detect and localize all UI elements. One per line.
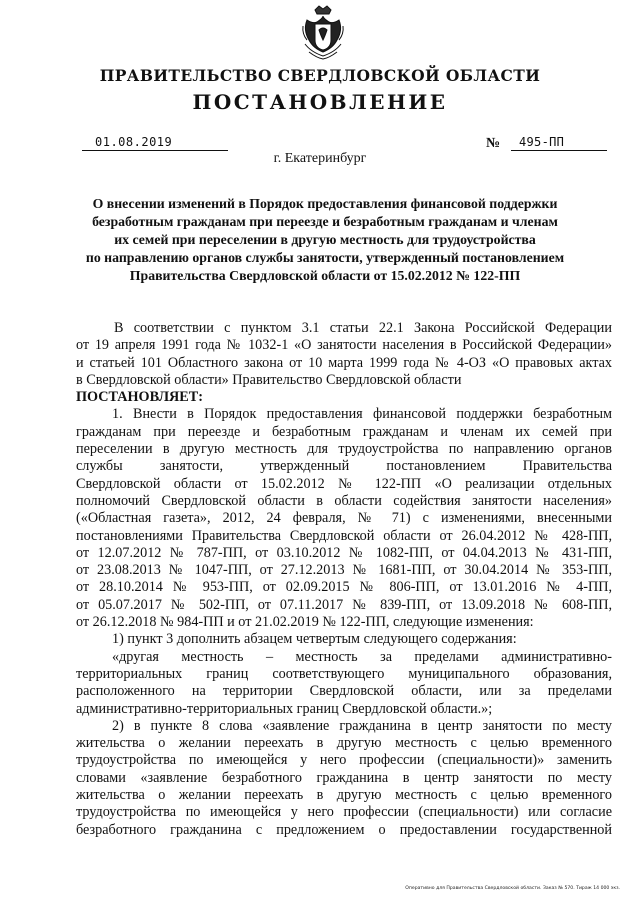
body-line: словами «заявление безработного гражданина в центр занятости по месту	[76, 769, 612, 786]
body-line: жительства о желании переехать в другую местность с целью временного	[76, 735, 612, 752]
body-line: жительства о желании переехать в другую местность с целью временного	[76, 787, 612, 804]
title-line: Правительства Свердловской области от 15.02.2012 № 122-ПП	[129, 268, 521, 283]
body-line: от 28.10.2014 № 953-ПП, от 02.09.2015 № 806-ПП, от 13.01.2016 № 4-ПП,	[76, 579, 612, 596]
organization-name: ПРАВИТЕЛЬСТВО СВЕРДЛОВСКОЙ ОБЛАСТИ	[99, 66, 541, 85]
body-line: территориальных границ соответствующего муниципального образования,	[76, 665, 612, 682]
coat-of-arms-emblem	[301, 4, 345, 62]
body-line: постановлениями Правительства Свердловской области от 26.04.2012 № 428-ПП,	[76, 527, 612, 544]
body-line: 1) пункт 3 дополнить абзацем четвертым следующего содержания:	[112, 631, 517, 648]
body-line: и статьей 101 Областного закона от 10 марта 1999 года № 4-ОЗ «О правовых актах	[76, 354, 612, 371]
title-line: безработным гражданам при переезде и безработным гражданам и членам	[92, 214, 558, 229]
title-line: их семей при переселении в другую местность для трудоустройства	[114, 232, 536, 247]
body-line: расположенного на территории Свердловской области, или за пределами	[76, 683, 612, 700]
body-line: от 05.07.2017 № 502-ПП, от 07.11.2017 № 839-ПП, от 13.09.2018 № 608-ПП,	[76, 596, 612, 613]
body-line: от 23.08.2013 № 1047-ПП, от 27.12.2013 № 1681-ПП, от 30.04.2014 № 353-ПП,	[76, 562, 612, 579]
body-line: 1. Внести в Порядок предоставления финансовой поддержки безработным	[112, 406, 612, 423]
body-line: В соответствии с пунктом 3.1 статьи 22.1 Закона Российской Федерации	[114, 320, 612, 336]
body-line: в Свердловской области» Правительство Свердловской области	[76, 371, 462, 388]
body-line: («Областная газета», 2012, 24 февраля, № 71) с изменениями, внесенными	[76, 510, 612, 527]
resolution-keyword: ПОСТАНОВЛЯЕТ:	[76, 389, 203, 406]
body-line: от 19 апреля 1991 года № 1032-1 «О занятости населения в Российской Федерации»	[76, 337, 612, 354]
title-line: О внесении изменений в Порядок предоставления финансовой поддержки	[92, 196, 558, 211]
title-line: по направлению органов службы занятости, утвержденный постановлением	[85, 250, 565, 265]
body-line: «другая местность – местность за пределами административно-	[112, 648, 612, 665]
body-line: трудоустройства по имеющейся у него профессии (специальности) или согласие	[76, 804, 612, 821]
print-footer: Оперативно для Правительства Свердловской области. Заказ № 570. Тираж 14 000 экз.	[405, 886, 620, 891]
body-line: от 26.12.2018 № 984-ПП и от 21.02.2019 № 122-ПП, следующие изменения:	[76, 614, 534, 631]
body-line: переселении в другую местность для трудоустройства по направлению органов	[76, 441, 612, 458]
document-body	[76, 320, 612, 839]
document-type: ПОСТАНОВЛЕНИЕ	[192, 90, 448, 114]
body-line: Свердловской области от 15.02.2012 № 122-ПП «О реализации отдельных	[76, 475, 612, 492]
document-number: 495-ПП	[519, 135, 565, 149]
number-sign: №	[486, 136, 501, 151]
body-line: от 12.07.2012 № 787-ПП, от 03.10.2012 № 1082-ПП, от 04.04.2013 № 431-ПП,	[76, 544, 612, 561]
document-title	[70, 195, 580, 285]
body-line: гражданам при переезде и безработным гражданам и членам их семей при	[76, 423, 612, 440]
body-line: административно-территориальных границ Свердловской области.»;	[76, 700, 493, 717]
body-line: трудоустройства по имеющейся у него профессии (специальности)» заменить	[76, 752, 612, 769]
body-line: 2) в пункте 8 слова «заявление гражданина в центр занятости по месту	[112, 717, 612, 734]
body-line: службы занятости, утвержденный постановлением Правительства	[76, 458, 612, 475]
document-date: 01.08.2019	[95, 135, 173, 149]
city: г. Екатеринбург	[273, 151, 367, 166]
body-line: безработного гражданина с предложением о предоставлении государственной	[76, 821, 612, 838]
body-line: полномочий Свердловской области в области содействия занятости населения»	[76, 492, 612, 509]
